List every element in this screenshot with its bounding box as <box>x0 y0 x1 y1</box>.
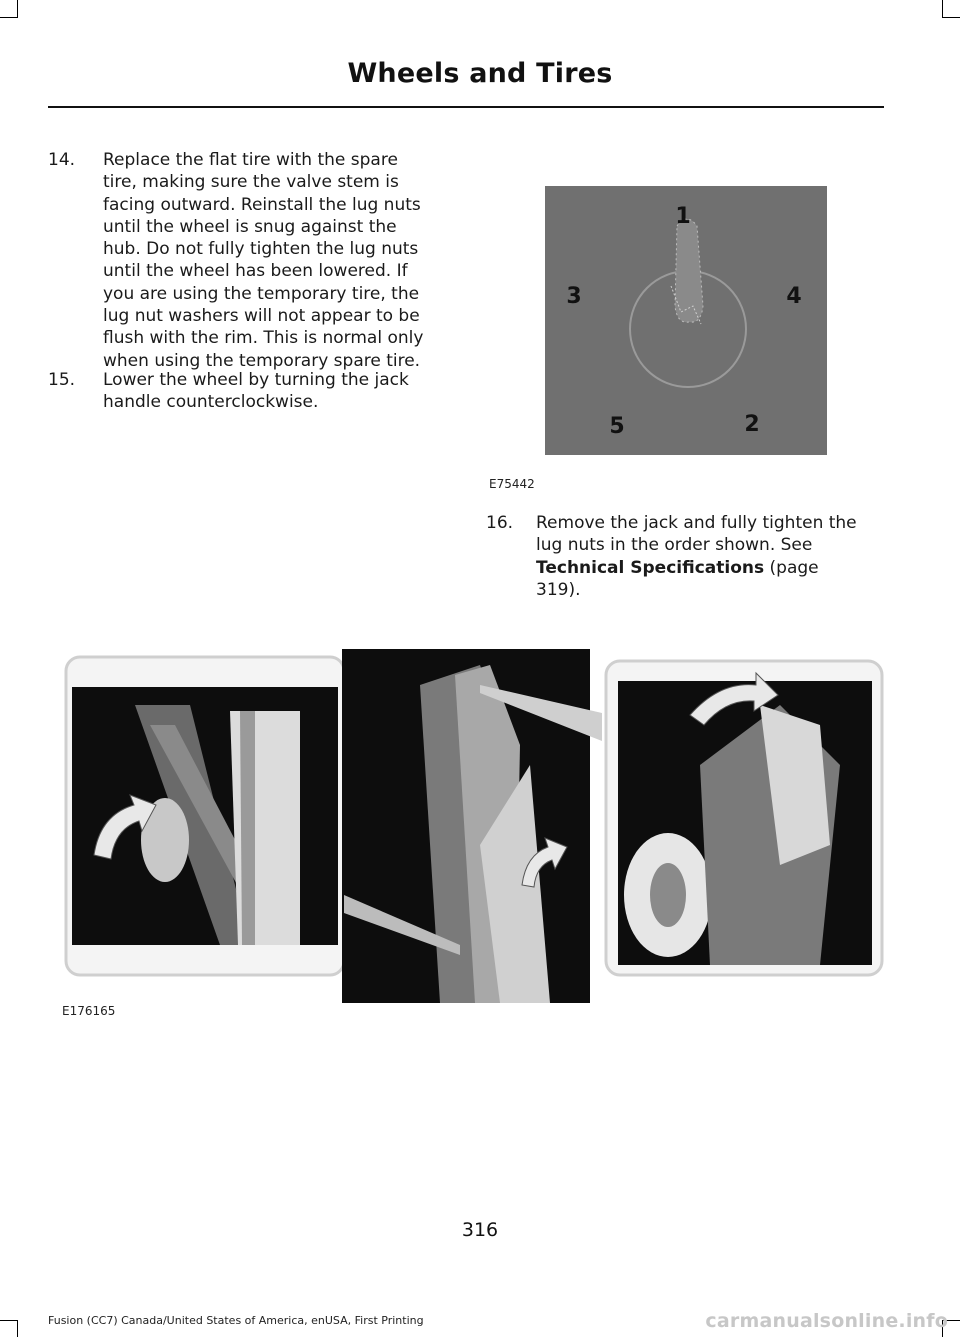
step-line: when using the temporary spare tire. <box>103 350 421 371</box>
step-line: flush with the rim. This is normal only <box>103 328 424 349</box>
figure-code: E176165 <box>62 1004 116 1018</box>
step-line: Lower the wheel by turning the jack <box>103 370 409 390</box>
lug-label: 4 <box>786 284 802 309</box>
lug-nut-order-figure <box>545 186 827 455</box>
step-line: handle counterclockwise. <box>103 392 319 413</box>
lug-label: 3 <box>566 284 582 309</box>
footer-edition: Fusion (CC7) Canada/United States of America, enUSA, First Printing <box>48 1314 424 1327</box>
step-line: hub. Do not fully tighten the lug nuts <box>103 239 419 260</box>
watermark: carmanualsonline.info <box>705 1310 948 1332</box>
lug-label: 2 <box>744 412 760 437</box>
crop-mark <box>17 1320 18 1337</box>
step-text <box>103 369 409 414</box>
step-line: tire, making sure the valve stem is <box>103 172 399 193</box>
step-15 <box>48 369 448 415</box>
step-line <box>536 557 857 579</box>
crop-mark <box>942 0 943 18</box>
step-line: lug nut washers will not appear to be <box>103 306 420 327</box>
step-line-suffix: (page <box>764 557 819 578</box>
step-line: lug nuts in the order shown. See <box>536 535 813 556</box>
page-title: Wheels and Tires <box>347 58 613 89</box>
crop-mark <box>0 17 18 18</box>
lug-label: 1 <box>675 204 691 229</box>
crop-mark <box>0 1320 18 1321</box>
step-line: Replace the flat tire with the spare <box>103 150 398 170</box>
crop-mark <box>17 0 18 18</box>
technical-specifications-link[interactable]: Technical Specifications <box>536 557 765 578</box>
step-line: facing outward. Reinstall the lug nuts <box>103 194 421 215</box>
step-line: 319). <box>536 579 581 600</box>
step-line: until the wheel has been lowered. If <box>103 261 408 282</box>
crop-mark <box>942 17 960 18</box>
page-number: 316 <box>461 1219 499 1241</box>
figure-code: E75442 <box>489 477 535 491</box>
step-line: you are using the temporary tire, the <box>103 283 420 304</box>
step-line: Remove the jack and fully tighten the <box>536 513 857 533</box>
lug-label: 5 <box>609 414 625 439</box>
step-text <box>536 512 857 601</box>
header-divider <box>48 106 884 108</box>
step-number: 15. <box>48 370 76 390</box>
jack-tightening-figure <box>60 645 890 1007</box>
step-14 <box>48 149 448 374</box>
step-line: until the wheel is snug against the <box>103 216 397 237</box>
step-text <box>103 149 423 372</box>
step-16 <box>486 512 886 602</box>
step-number: 14. <box>48 150 76 170</box>
step-number: 16. <box>486 513 514 533</box>
